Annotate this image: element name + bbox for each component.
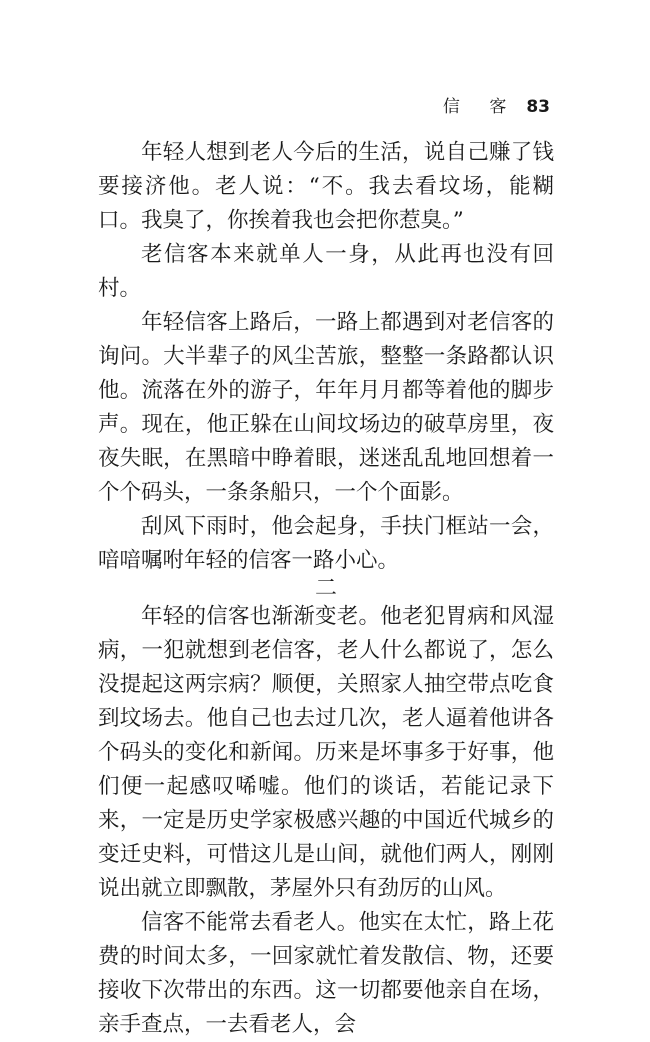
running-header <box>443 96 550 118</box>
chapter-title: 信 客 <box>442 97 519 117</box>
paragraph: 年轻信客上路后，一路上都遇到对老信客的询问。大半辈子的风尘苦旅，整整一条路都认识他。流落在外的游子，年年月月都等着他的脚步声。现在，他正躲在山间坟场边的破草房里，夜夜失眠，在黑暗中睁着眼，迷迷乱乱地回想着一个个码头，一条条船只，一个个面影。 <box>98 310 554 505</box>
page-number: 83 <box>526 97 550 117</box>
paragraph: 年轻的信客也渐渐变老。他老犯胃病和风湿病，一犯就想到老信客，老人什么都说了，怎么没提起这两宗病？顺便，关照家人抽空带点吃食到坟场去。他自己也去过几次，老人逼着他讲各个码头的变化和新闻。历来是坏事多于好事，他们便一起感叹唏嘘。他们的谈话，若能记录下来，一定是历史学家极感兴趣的中国近代城乡的变迁史料，可惜这儿是山间，就他们两人，刚刚说出就立即飘散，茅屋外只有劲厉的山风。 <box>98 604 554 901</box>
paragraph: 信客不能常去看老人。他实在太忙，路上花费的时间太多，一回家就忙着发散信、物，还要接收下次带出的东西。这一切都要他亲自在场，亲手查点，一去看老人，会 <box>98 910 554 1037</box>
paragraph: 老信客本来就单人一身，从此再也没有回村。 <box>98 242 554 301</box>
paragraph: 年轻人想到老人今后的生活，说自己赚了钱要接济他。老人说：“不。我去看坟场，能糊口。我臭了，你挨着我也会把你惹臭。” <box>98 140 554 233</box>
paragraph: 刮风下雨时，他会起身，手扶门框站一会，喑喑嘱咐年轻的信客一路小心。 <box>98 514 554 573</box>
body-text <box>98 136 554 1042</box>
section-heading: 二 <box>314 576 337 601</box>
